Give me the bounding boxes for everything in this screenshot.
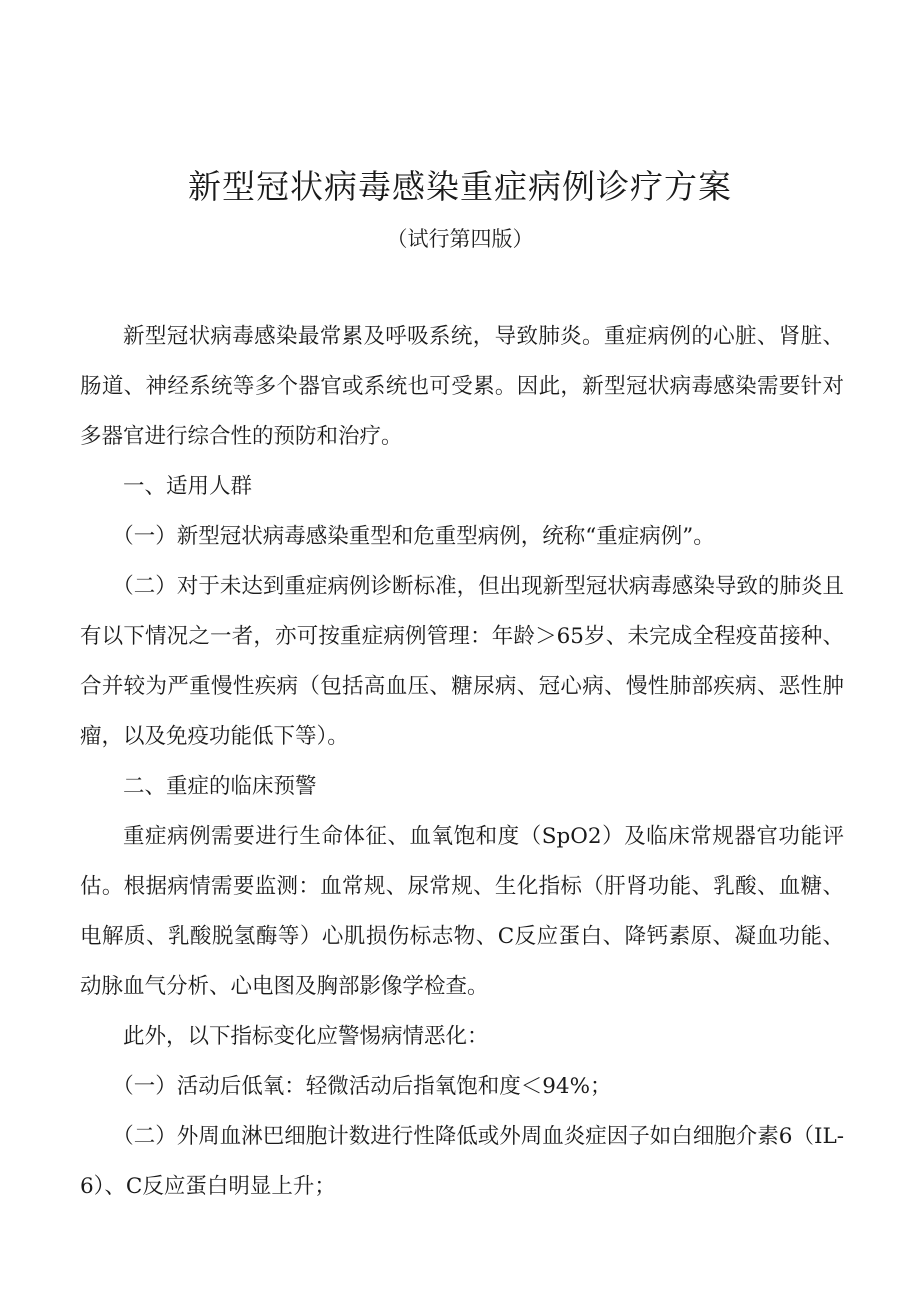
section-heading-applicable-population: 一、适用人群 <box>123 474 253 499</box>
document-body <box>80 312 844 1212</box>
warning-intro-paragraph: 此外，以下指标变化应警惕病情恶化： <box>123 1024 489 1049</box>
paragraph-item-1: （一）新型冠状病毒感染重型和危重型病例，统称“重症病例”。 <box>112 524 715 549</box>
monitoring-paragraph: 重症病例需要进行生命体征、血氧饱和度（SpO2）及临床常规器官功能评估。根据病情需要监测：血常规、尿常规、生化指标（肝肾功能、乳酸、血糖、电解质、乳酸脱氢酶等）心肌损伤标志物、C反应蛋白、降钙素原、凝血功能、动脉血气分析、心电图及胸部影像学检查。 <box>80 824 844 999</box>
document-title: 新型冠状病毒感染重症病例诊疗方案 <box>188 167 732 206</box>
document-subtitle: （试行第四版） <box>386 227 534 251</box>
section-heading-clinical-warning: 二、重症的临床预警 <box>123 774 317 799</box>
paragraph-item-2: （二）对于未达到重症病例诊断标准，但出现新型冠状病毒感染导致的肺炎且有以下情况之一者，亦可按重症病例管理：年龄＞65岁、未完成全程疫苗接种、合并较为严重慢性疾病（包括高血压、糖尿病、冠心病、慢性肺部疾病、恶性肿瘤，以及免疫功能低下等）。 <box>80 574 844 749</box>
warning-item-2: （二）外周血淋巴细胞计数进行性降低或外周血炎症因子如白细胞介素6（IL-6）、C反应蛋白明显上升； <box>80 1124 844 1199</box>
intro-paragraph: 新型冠状病毒感染最常累及呼吸系统，导致肺炎。重症病例的心脏、肾脏、肠道、神经系统等多个器官或系统也可受累。因此，新型冠状病毒感染需要针对多器官进行综合性的预防和治疗。 <box>80 324 844 449</box>
warning-item-1: （一）活动后低氧：轻微活动后指氧饱和度＜94%； <box>112 1074 612 1099</box>
